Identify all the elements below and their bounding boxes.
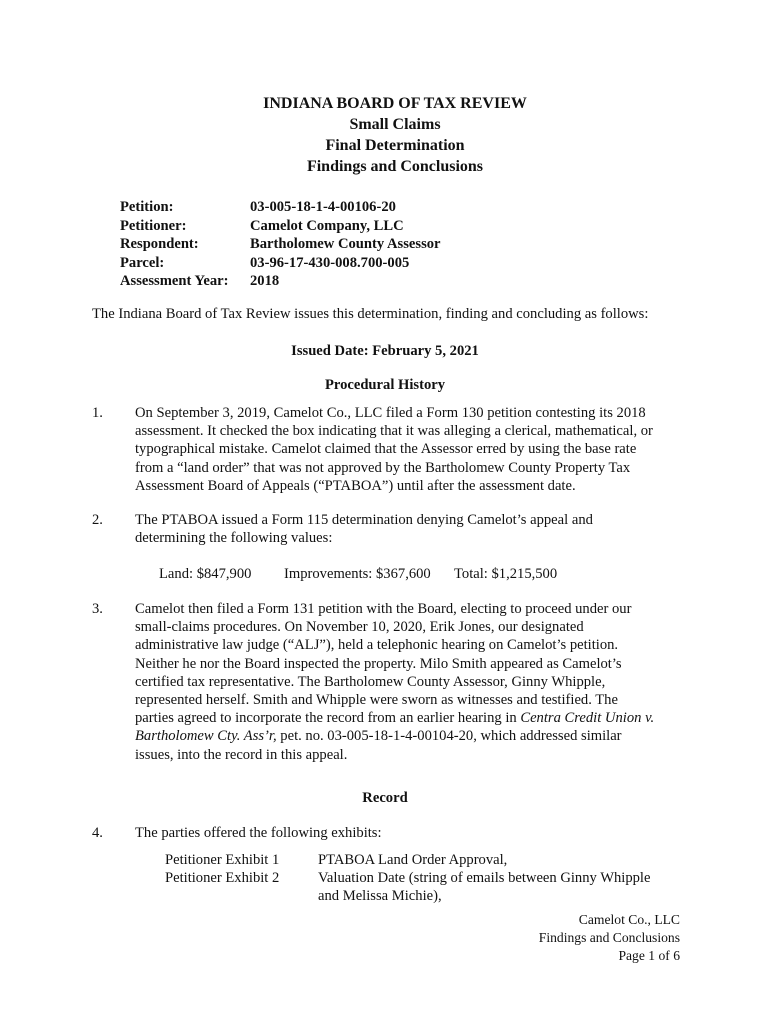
- determination-type: Final Determination: [325, 137, 465, 154]
- exhibit-list: [0, 851, 770, 911]
- case-citation-part2: Bartholomew Cty. Ass’r,: [135, 728, 277, 745]
- para2-number: 2.: [92, 512, 103, 528]
- respondent-row: [120, 235, 441, 254]
- para2-line: The PTABOA issued a Form 115 determination denying Camelot’s appeal and: [135, 512, 593, 528]
- page-number: Page 1 of 6: [618, 948, 680, 963]
- para3-line8-text: pet. no. 03-005-18-1-4-00104-20, which addressed similar: [276, 728, 622, 745]
- parcel-value: 03-96-17-430-008.700-005: [250, 254, 410, 271]
- respondent-label: Respondent:: [120, 236, 199, 253]
- petition-row: [120, 198, 441, 217]
- petition-label: Petition:: [120, 199, 174, 215]
- exhibit-description: Valuation Date (string of emails between Ginny Whipple: [318, 870, 651, 886]
- exhibit-label: Petitioner Exhibit 2: [165, 870, 280, 886]
- petitioner-label: Petitioner:: [120, 217, 187, 234]
- claims-type: Small Claims: [349, 116, 441, 133]
- para3-line: issues, into the record in this appeal.: [135, 746, 348, 763]
- para3-line: Neither he nor the Board inspected the property. Milo Smith appeared as Camelot’s: [135, 655, 622, 672]
- para3-line: Camelot then filed a Form 131 petition with the Board, electing to proceed under our: [135, 601, 632, 617]
- para3-line: small-claims procedures. On November 10, 2020, Erik Jones, our designated: [135, 619, 584, 636]
- para1-text: [135, 404, 695, 495]
- para2-line: determining the following values:: [135, 530, 333, 547]
- assessment-year-value: 2018: [250, 273, 280, 290]
- issued-date: Issued Date: February 5, 2021: [291, 343, 479, 359]
- para3-text: [135, 600, 695, 764]
- para1-line: Assessment Board of Appeals (“PTABOA”) until after the assessment date.: [135, 477, 576, 494]
- para1-line: from a “land order” that was not approved by the Bartholomew County Property Tax: [135, 459, 631, 476]
- parcel-label: Parcel:: [120, 254, 165, 271]
- exhibit-description-continued: and Melissa Michie),: [318, 888, 442, 904]
- board-title: INDIANA BOARD OF TAX REVIEW: [263, 95, 527, 112]
- para1-line: On September 3, 2019, Camelot Co., LLC filed a Form 130 petition contesting its 2018: [135, 405, 646, 421]
- petitioner-row: [120, 217, 441, 236]
- exhibit-label: Petitioner Exhibit 1: [165, 852, 280, 868]
- case-citation-part1: Centra Credit Union v.: [520, 710, 655, 727]
- para4-text: The parties offered the following exhibits:: [135, 825, 382, 841]
- footer-case-name: Camelot Co., LLC: [578, 912, 680, 927]
- para3-line7-text: parties agreed to incorporate the record from an earlier hearing in: [135, 710, 521, 727]
- para3-line: certified tax representative. The Bartholomew County Assessor, Ginny Whipple,: [135, 673, 606, 690]
- assessment-year-row: [120, 272, 441, 291]
- respondent-value: Bartholomew County Assessor: [250, 236, 441, 253]
- para3-number: 3.: [92, 601, 103, 617]
- document-subtitle: Findings and Conclusions: [306, 158, 484, 175]
- improvements-value: Improvements: $367,600: [284, 566, 431, 582]
- petitioner-value: Camelot Company, LLC: [250, 217, 404, 234]
- exhibit-description: PTABOA Land Order Approval,: [318, 852, 508, 868]
- case-info: [120, 198, 441, 291]
- intro-text: The Indiana Board of Tax Review issues this determination, finding and concluding as follows:: [92, 306, 649, 322]
- total-value: Total: $1,215,500: [454, 566, 558, 582]
- assessed-values: [0, 565, 770, 585]
- para3-line: [135, 727, 695, 745]
- para1-line: typographical mistake. Camelot claimed that the Assessor erred by using the base rate: [135, 441, 637, 458]
- para1-number: 1.: [92, 405, 103, 421]
- para3-line: [135, 709, 695, 727]
- record-heading: Record: [362, 790, 408, 806]
- para1-line: assessment. It checked the box indicating that it was alleging a clerical, mathematical, or: [135, 423, 653, 440]
- page-footer: [539, 911, 680, 965]
- para3-line: administrative law judge (“ALJ”), held a telephonic hearing on Camelot’s petition.: [135, 637, 619, 654]
- petition-value: 03-005-18-1-4-00106-20: [250, 199, 396, 215]
- para3-line: represented herself. Smith and Whipple were sworn as witnesses and testified. The: [135, 691, 618, 708]
- procedural-history-heading: Procedural History: [324, 377, 446, 393]
- assessment-year-label: Assessment Year:: [120, 273, 229, 290]
- footer-document-type: Findings and Conclusions: [538, 930, 680, 945]
- parcel-row: [120, 254, 441, 273]
- para4-number: 4.: [92, 825, 103, 841]
- land-value: Land: $847,900: [159, 566, 252, 582]
- para2-text: [135, 511, 695, 547]
